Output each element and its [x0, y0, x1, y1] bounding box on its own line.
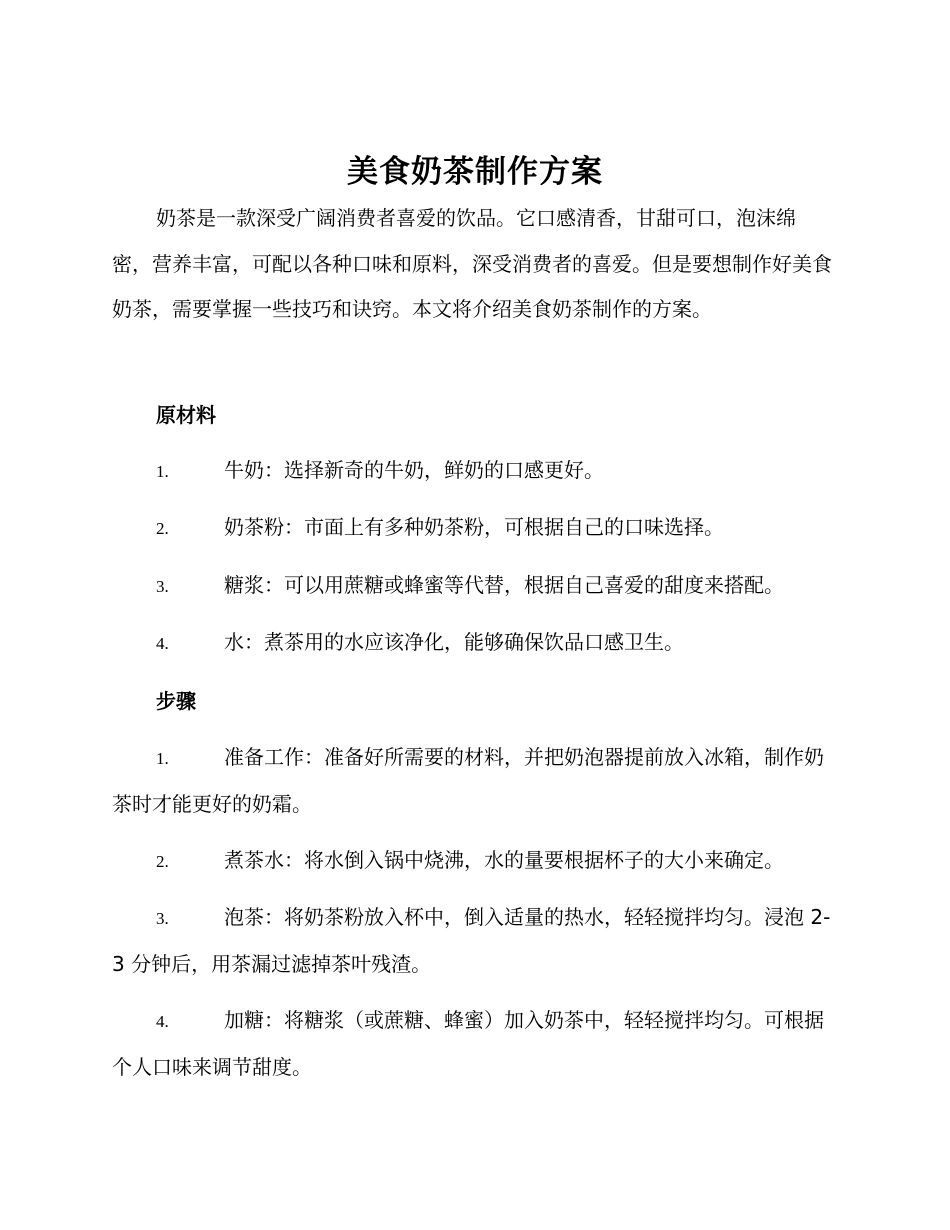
- list-number: 4.: [156, 634, 169, 653]
- material-item: [112, 505, 834, 552]
- material-item-text: 糖浆：可以用蔗糖或蜂蜜等代替，根据自己喜爱的甜度来搭配。: [224, 573, 784, 597]
- list-number: 1.: [156, 749, 169, 768]
- step-item-text: 准备工作：准备好所需要的材料，并把奶泡器提前放入冰箱，制作奶茶时才能更好的奶霜。: [112, 745, 824, 816]
- step-item: [112, 998, 834, 1090]
- list-number: 4.: [156, 1012, 169, 1031]
- intro-paragraph: 奶茶是一款深受广阔消费者喜爱的饮品。它口感清香，甘甜可口，泡沫绵密，营养丰富，可配以各种口味和原料，深受消费者的喜爱。但是要想制作好美食奶茶，需要掌握一些技巧和诀窍。本文将介绍美食奶茶制作的方案。: [112, 206, 832, 321]
- step-item: [112, 838, 834, 885]
- step-item-text: 泡茶：将奶茶粉放入杯中，倒入适量的热水，轻轻搅拌均匀。浸泡 2-3 分钟后，用茶漏过滤掉茶叶残渣。: [112, 905, 831, 976]
- list-number: 2.: [156, 519, 169, 538]
- material-item-text: 奶茶粉：市面上有多种奶茶粉，可根据自己的口味选择。: [224, 515, 724, 539]
- step-item-text: 煮茶水：将水倒入锅中烧沸，水的量要根据杯子的大小来确定。: [224, 848, 784, 872]
- step-item: [112, 735, 834, 827]
- list-number: 3.: [156, 577, 169, 596]
- material-item: [112, 448, 834, 495]
- material-item-text: 水：煮茶用的水应该净化，能够确保饮品口感卫生。: [224, 630, 684, 654]
- material-item: [112, 563, 834, 610]
- step-item: [112, 895, 834, 987]
- list-number: 3.: [156, 909, 169, 928]
- material-item: [112, 620, 834, 667]
- steps-heading: 步骤: [156, 689, 196, 713]
- step-item-text: 加糖：将糖浆（或蔗糖、蜂蜜）加入奶茶中，轻轻搅拌均匀。可根据个人口味来调节甜度。: [112, 1008, 824, 1079]
- document-title: 美食奶茶制作方案: [347, 154, 603, 190]
- list-number: 1.: [156, 462, 169, 481]
- materials-heading: 原材料: [156, 403, 216, 427]
- material-item-text: 牛奶：选择新奇的牛奶，鲜奶的口感更好。: [224, 458, 604, 482]
- list-number: 2.: [156, 852, 169, 871]
